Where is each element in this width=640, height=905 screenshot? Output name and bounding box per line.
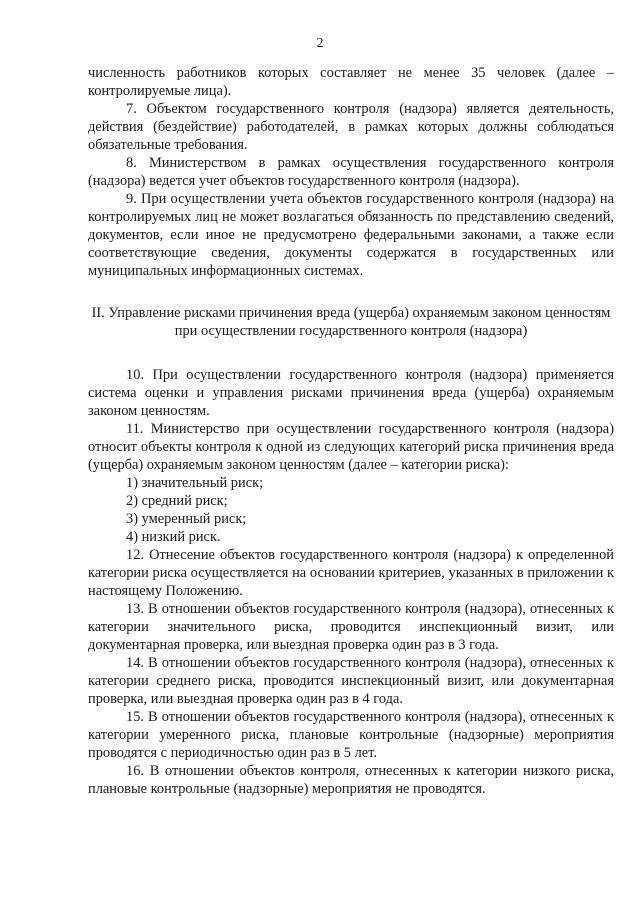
paragraph-11: 11. Министерство при осуществлении государственного контроля (надзора) относит объекты контроля к одной из следующих категорий риска причинения вреда (ущерба) охраняемым законом ценностям (далее – категории риска): bbox=[88, 421, 614, 473]
paragraph-continuation: численность работников которых составляет не менее 35 человек (далее – контролируемые лица). bbox=[88, 65, 614, 99]
page-number: 2 bbox=[316, 36, 324, 51]
document-body bbox=[88, 64, 614, 798]
section-heading: II. Управление рисками причинения вреда (ущерба) охраняемым законом ценностям при осуществлении государственного контроля (надзора) bbox=[91, 305, 611, 339]
paragraph-12: 12. Отнесение объектов государственного контроля (надзора) к определенной категории риска осуществляется на основании критериев, указанных в приложении к настоящему Положению. bbox=[88, 547, 614, 599]
list-item: 2) средний риск; bbox=[126, 493, 228, 509]
paragraph-14: 14. В отношении объектов государственного контроля (надзора), отнесенных к категории среднего риска, проводится инспекционный визит, или документарная проверка, или выездная проверка один раз в 4 года. bbox=[88, 655, 614, 707]
list-item: 3) умеренный риск; bbox=[126, 511, 247, 527]
paragraph-13: 13. В отношении объектов государственного контроля (надзора), отнесенных к категории значительного риска, проводится инспекционный визит, или документарная проверка, или выездная проверка один раз в 3 года. bbox=[88, 601, 614, 653]
paragraph-15: 15. В отношении объектов государственного контроля (надзора), отнесенных к категории умеренного риска, плановые контрольные (надзорные) мероприятия проводятся с периодичностью один раз в 5 лет. bbox=[88, 709, 614, 761]
list-item: 4) низкий риск. bbox=[126, 529, 221, 545]
paragraph-9: 9. При осуществлении учета объектов государственного контроля (надзора) на контролируемых лиц не может возлагаться обязанность по представлению сведений, документов, если иное не предусмотрено федеральными законами, а также если соответствующие сведения, документы содержатся в государственных или муниципальных информационных системах. bbox=[88, 191, 614, 279]
list-item: 1) значительный риск; bbox=[126, 475, 264, 491]
paragraph-16: 16. В отношении объектов контроля, отнесенных к категории низкого риска, плановые контрольные (надзорные) мероприятия не проводятся. bbox=[88, 763, 614, 797]
paragraph-10: 10. При осуществлении государственного контроля (надзора) применяется система оценки и управления рисками причинения вреда (ущерба) охраняемым законом ценностям. bbox=[88, 367, 614, 419]
paragraph-8: 8. Министерством в рамках осуществления государственного контроля (надзора) ведется учет объектов государственного контроля (надзора). bbox=[88, 155, 614, 189]
risk-category-list bbox=[88, 474, 614, 546]
paragraph-7: 7. Объектом государственного контроля (надзора) является деятельность, действия (бездействие) работодателей, в рамках которых должны соблюдаться обязательные требования. bbox=[88, 101, 614, 153]
